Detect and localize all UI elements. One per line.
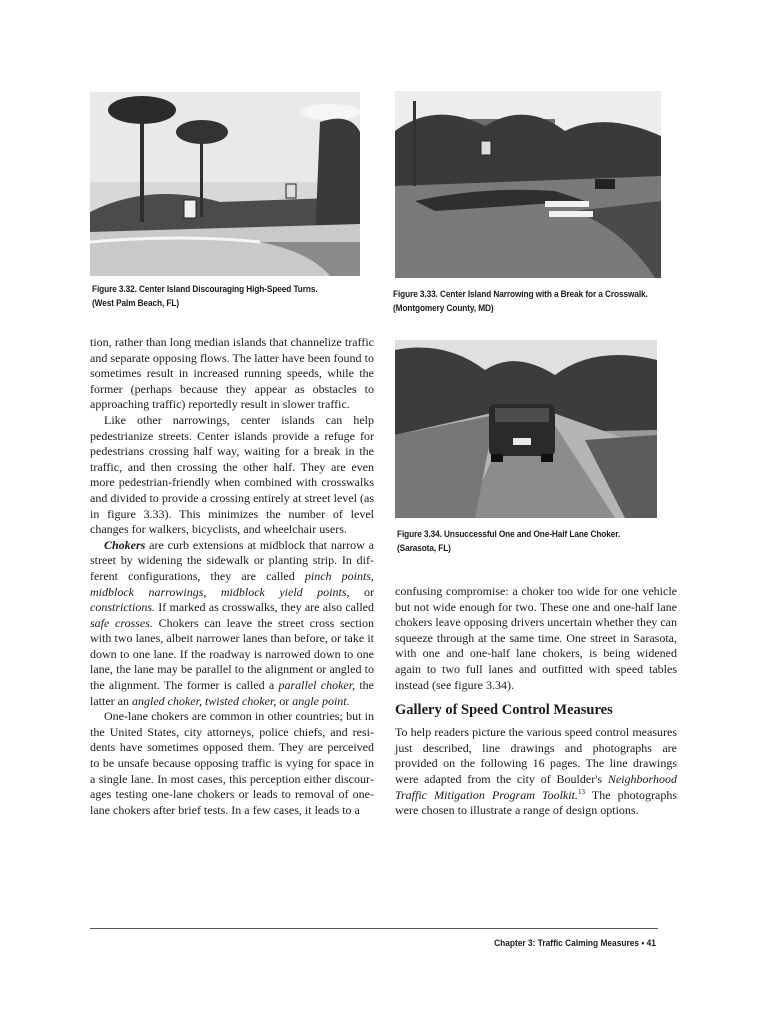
figure-3-32-caption xyxy=(92,283,318,311)
section-heading: Gallery of Speed Control Measures xyxy=(395,702,613,719)
figure-3-32-photo xyxy=(90,92,360,276)
italic-run: constrictions. xyxy=(90,600,155,615)
text-run: are curb extensions at midblock that narrow a street by widening the sidewalk or planting strip. In different configurations, they are called xyxy=(90,537,374,583)
figure-3-33-caption xyxy=(393,288,648,316)
italic-run: parallel choker, xyxy=(278,678,356,693)
text-run: If marked as crosswalks, they are also called xyxy=(155,600,374,615)
text-run: The photographs were chosen to illustrate a range of design options. xyxy=(395,787,678,818)
footnote-ref[interactable]: 13 xyxy=(577,787,585,796)
italic-run: angle point. xyxy=(292,693,350,708)
text-run: the latter an xyxy=(90,678,374,708)
caption-line: (Montgomery County, MD) xyxy=(393,303,494,314)
caption-line: (Sarasota, FL) xyxy=(397,543,451,554)
paragraph-gallery xyxy=(395,725,677,819)
caption-line: Figure 3.34. Unsuccessful One and One-Half Lane Choker. xyxy=(397,529,621,540)
caption-line: (West Palm Beach, FL) xyxy=(92,298,179,309)
footer-rule xyxy=(90,928,658,929)
italic-run: Neighborhood Traffic Mitigation Program Toolkit. xyxy=(395,771,677,802)
keyword-chokers: Chokers xyxy=(104,537,146,552)
text-run: or xyxy=(276,693,293,708)
figure-3-33-photo xyxy=(395,91,661,278)
page-footer: Chapter 3: Traffic Calming Measures • 41 xyxy=(494,938,656,949)
left-column xyxy=(90,335,374,818)
paragraph: Like other narrowings, center islands can help pedestrianize streets. Center islands provide a refuge for pedestrians crossing half way, waiting for a break in the traffic, and then crossing the other half. They are even more pedestrian-friendly when combined with crosswalks and divided to provide a crossing entirely at street level (as in figure 3.33). This minimizes the number of level changes for walkers, bicyclists, and wheelchair users. xyxy=(90,412,374,537)
italic-run: angled choker, twisted choker, xyxy=(131,693,277,708)
italic-run: safe crosses. xyxy=(90,615,153,630)
text-run: To help readers picture the various speed control measures just described, line drawings and photographs are provided on the following 16 pages. The line drawings were adapted from the city of Boulder's xyxy=(395,725,677,786)
figure-3-34-photo xyxy=(395,340,657,518)
paragraph: tion, rather than long median islands that channelize traffic and separate opposing flows. The latter have been found to sometimes result in increased running speeds, while the former (perhaps because they appear as obstacles to approaching traffic) reportedly result in slower traffic. xyxy=(90,335,374,412)
caption-line: Figure 3.33. Center Island Narrowing with a Break for a Crosswalk. xyxy=(393,289,648,300)
text-run: or xyxy=(349,584,374,599)
caption-line: Figure 3.32. Center Island Discouraging High-Speed Turns. xyxy=(92,284,318,295)
paragraph-chokers xyxy=(90,538,374,710)
italic-run: pinch points, midblock narrowings, midblock yield points, xyxy=(90,568,374,599)
text-run: Chokers can leave the street cross section with two lanes, albeit narrower lanes than before, or take it down to one lane. If the roadway is narrowed down to one lane, the lane may be parallel to the alignment or angled to the alignment. The former is called a xyxy=(90,615,374,693)
right-column xyxy=(395,584,677,819)
paragraph: One-lane chokers are common in other countries; but in the United States, city attorneys, police chiefs, and residents have sometimes opposed them. They are perceived to be unsafe because opposing traffic is vying for space in a single lane. In most cases, this perception either discourages testing one-lane chokers or leads to removal of one-lane chokers after brief tests. In a few cases, it leads to a xyxy=(90,709,374,817)
figure-3-34-caption xyxy=(397,528,620,556)
paragraph: confusing compromise: a choker too wide for one vehicle but not wide enough for two. These one and one-half lane chokers leave opposing drivers uncertain whether they can squeeze through at the same time. One street in Sarasota, with one and one-half lane chokers, is being widened again to two full lanes and outfitted with speed tables instead (see figure 3.34). xyxy=(395,584,677,692)
